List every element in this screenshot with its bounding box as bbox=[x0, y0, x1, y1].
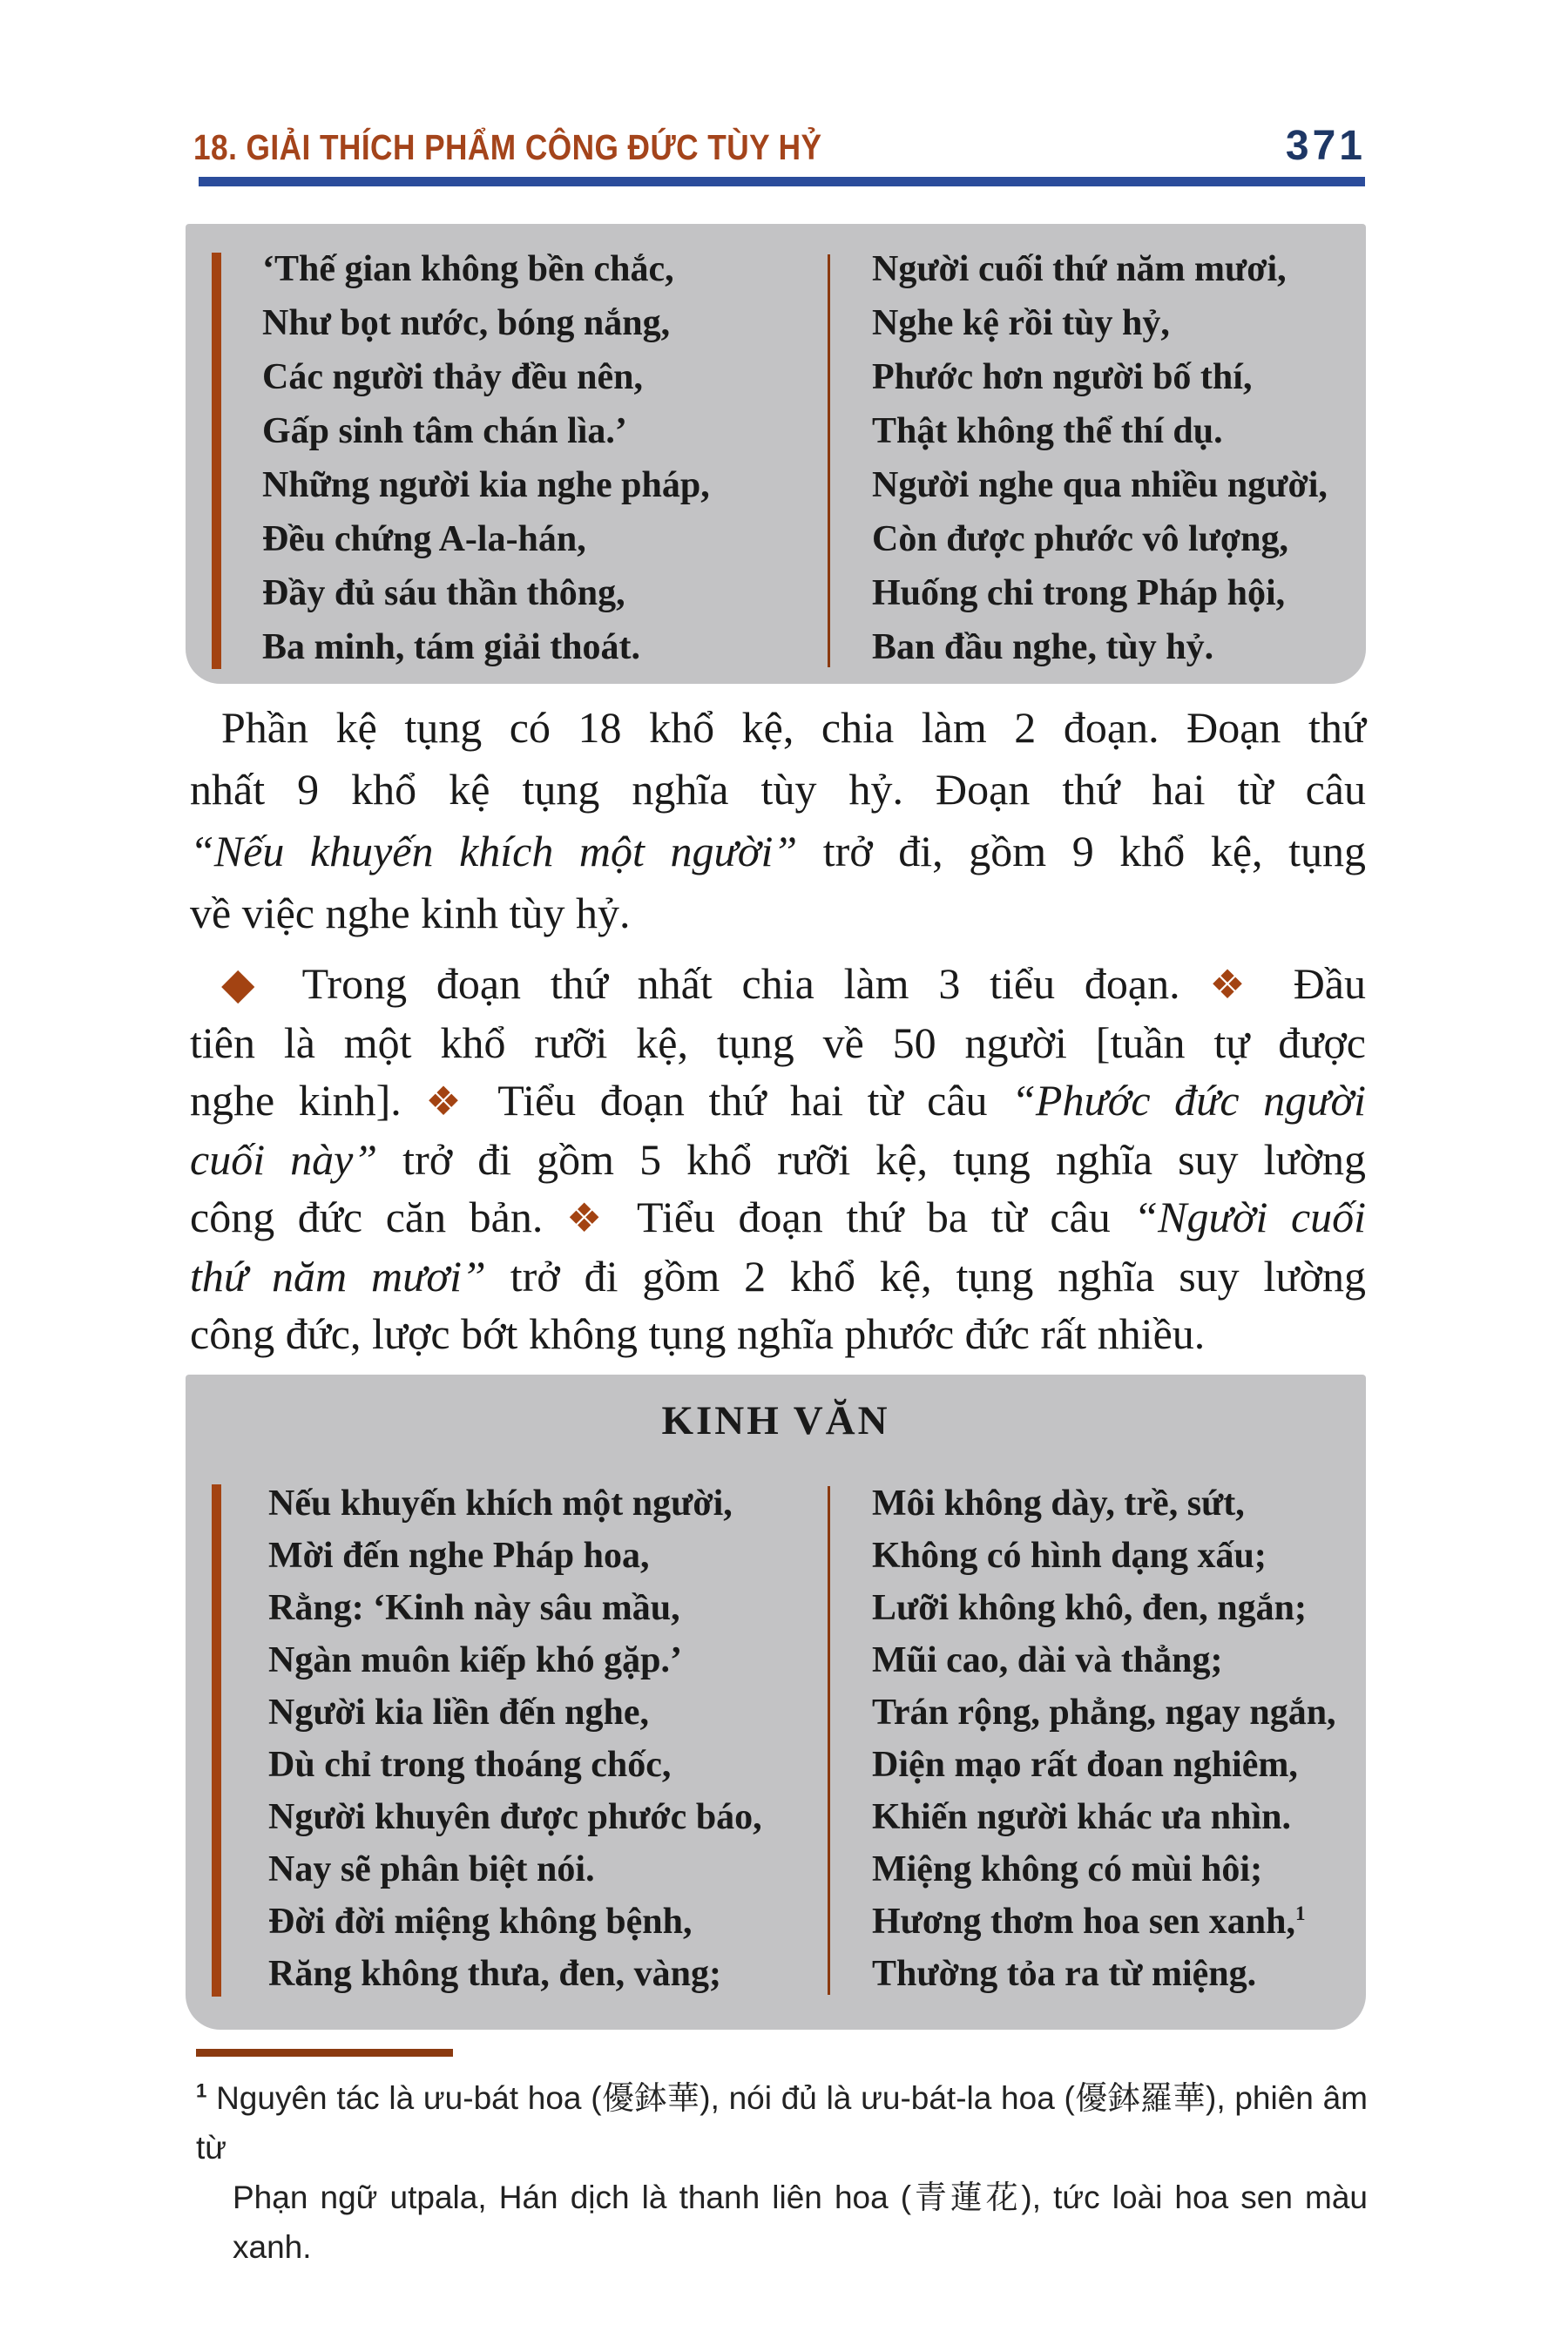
text-line bbox=[190, 955, 1366, 1014]
text-line bbox=[196, 2173, 1368, 2272]
chapter-title: 18. GIẢI THÍCH PHẨM CÔNG ĐỨC TÙY HỶ bbox=[193, 127, 822, 167]
text-segment: về việc nghe kinh tùy hỷ. bbox=[190, 889, 631, 937]
four-diamond-icon: ❖ bbox=[566, 1196, 615, 1240]
text-segment: Đầu bbox=[1263, 959, 1366, 1008]
verse-line: Người khuyên được phước báo, bbox=[268, 1797, 762, 1837]
text-segment: công đức căn bản. bbox=[190, 1193, 566, 1241]
verse-column-left bbox=[268, 1477, 762, 2000]
footnote bbox=[196, 2073, 1368, 2272]
italic-text: thứ năm mươi” bbox=[190, 1252, 486, 1301]
italic-text: “Phước đức người bbox=[1011, 1076, 1367, 1125]
verse-line: Ngàn muôn kiếp khó gặp.’ bbox=[268, 1640, 682, 1680]
verse-line: Mũi cao, dài và thẳng; bbox=[872, 1640, 1223, 1680]
text-segment: Trong đoạn thứ nhất chia làm 3 tiểu đoạn. bbox=[273, 959, 1210, 1008]
verse-line: Ba minh, tám giải thoát. bbox=[262, 627, 641, 667]
verse-line: Các người thảy đều nên, bbox=[262, 357, 644, 397]
text-segment: nhất 9 khổ kệ tụng nghĩa tùy hỷ. Đoạn thứ hai từ câu bbox=[190, 765, 1366, 814]
text-line bbox=[190, 1014, 1366, 1071]
verse-line: Thường tỏa ra từ miệng. bbox=[872, 1954, 1257, 1994]
footnote-marker: 1 bbox=[196, 2079, 207, 2102]
text-segment: tiên là một khổ rưỡi kệ, tụng về 50 người [tuần tự được bbox=[190, 1018, 1366, 1067]
verse-line: Đời đời miệng không bệnh, bbox=[268, 1902, 693, 1942]
verse-line: Thật không thể thí dụ. bbox=[872, 411, 1223, 451]
text-segment: Tiểu đoạn thứ ba từ câu bbox=[614, 1193, 1134, 1241]
header-rule bbox=[199, 177, 1365, 186]
verse-line: Còn được phước vô lượng, bbox=[872, 519, 1288, 559]
text-line bbox=[190, 759, 1366, 821]
text-line bbox=[190, 882, 1366, 944]
text-line bbox=[190, 1071, 1366, 1131]
text-segment: nghe kinh]. bbox=[190, 1076, 426, 1125]
verse-line: Những người kia nghe pháp, bbox=[262, 465, 710, 505]
text-line bbox=[190, 1131, 1366, 1188]
verse-line: Khiến người khác ưa nhìn. bbox=[872, 1797, 1291, 1837]
text-segment: Tiểu đoạn thứ hai từ câu bbox=[474, 1076, 1012, 1125]
diamond-icon: ◆ bbox=[221, 959, 274, 1008]
text-line bbox=[190, 1247, 1366, 1305]
four-diamond-icon: ❖ bbox=[1209, 963, 1264, 1007]
verse-line: Nếu khuyến khích một người, bbox=[268, 1484, 733, 1524]
italic-text: “Người cuối bbox=[1133, 1193, 1367, 1241]
verse-line: Người nghe qua nhiều người, bbox=[872, 465, 1328, 505]
kinh-van-title: KINH VĂN bbox=[661, 1398, 890, 1443]
verse-line: Như bọt nước, bóng nắng, bbox=[262, 303, 671, 343]
verse-column-right bbox=[872, 242, 1328, 674]
verse-line: ‘Thế gian không bền chắc, bbox=[262, 249, 674, 289]
verse-line: Dù chỉ trong thoáng chốc, bbox=[268, 1745, 672, 1785]
verse-column-divider bbox=[828, 254, 830, 667]
verse-line: Người kia liền đến nghe, bbox=[268, 1693, 650, 1733]
verse-line: Rằng: ‘Kinh này sâu mầu, bbox=[268, 1588, 680, 1628]
verse-line: Hương thơm hoa sen xanh,$^1$ bbox=[872, 1902, 1306, 1942]
paragraph-commentary-1 bbox=[190, 697, 1366, 944]
verse-line: Người cuối thứ năm mươi, bbox=[872, 249, 1287, 289]
kinh-van-box bbox=[186, 1375, 1366, 2030]
verse-line: Không có hình dạng xấu; bbox=[872, 1536, 1267, 1576]
verse-accent-bar bbox=[212, 253, 221, 669]
text-segment: Phần kệ tụng có 18 khổ kệ, chia làm 2 đoạn. Đoạn thứ bbox=[221, 703, 1366, 752]
verse-accent-bar bbox=[212, 1484, 221, 1997]
verse-line: Môi không dày, trề, sứt, bbox=[872, 1484, 1245, 1524]
text-segment: Phạn ngữ utpala, Hán dịch là thanh liên hoa (青蓮花), tức loài hoa sen màu xanh. bbox=[233, 2180, 1368, 2265]
text-segment: trở đi gồm 5 khổ rưỡi kệ, tụng nghĩa suy lường bbox=[377, 1135, 1367, 1184]
italic-text: cuối này” bbox=[190, 1135, 378, 1184]
verse-line: Đầy đủ sáu thần thông, bbox=[262, 573, 625, 613]
verse-line: Răng không thưa, đen, vàng; bbox=[268, 1954, 722, 1994]
verse-column-divider bbox=[828, 1486, 830, 1995]
verse-line: Ban đầu nghe, tùy hỷ. bbox=[872, 627, 1214, 667]
verse-line: Nghe kệ rồi tùy hỷ, bbox=[872, 303, 1170, 343]
verse-line: Diện mạo rất đoan nghiêm, bbox=[872, 1745, 1298, 1785]
verse-column-right bbox=[872, 1477, 1336, 2000]
text-line bbox=[196, 2073, 1368, 2173]
text-line bbox=[190, 1188, 1366, 1247]
paragraph-commentary-2 bbox=[190, 955, 1366, 1362]
footnote-ref: 1 bbox=[1295, 1902, 1306, 1924]
verse-line: Gấp sinh tâm chán lìa.’ bbox=[262, 411, 627, 451]
verse-line: Huống chi trong Pháp hội, bbox=[872, 573, 1286, 613]
verse-line: Miệng không có mùi hôi; bbox=[872, 1849, 1263, 1889]
footnote-rule bbox=[196, 2049, 453, 2057]
verse-column-left bbox=[262, 242, 710, 674]
verse-line: Đều chứng A-la-hán, bbox=[262, 519, 586, 559]
text-segment: công đức, lược bớt không tụng nghĩa phước đức rất nhiều. bbox=[190, 1309, 1206, 1358]
verse-line: Mời đến nghe Pháp hoa, bbox=[268, 1536, 650, 1576]
verse-line: Trán rộng, phẳng, ngay ngắn, bbox=[872, 1693, 1336, 1733]
page-number: 371 bbox=[1285, 123, 1366, 169]
text-segment: trở đi gồm 2 khổ kệ, tụng nghĩa suy lường bbox=[485, 1252, 1366, 1301]
verse-line: Phước hơn người bố thí, bbox=[872, 357, 1253, 397]
verse-line: Lưỡi không khô, đen, ngắn; bbox=[872, 1588, 1307, 1628]
text-segment: Nguyên tác là ưu-bát hoa (優鉢華), nói đủ là ưu-bát-la hoa (優鉢羅華), phiên âm từ bbox=[196, 2080, 1368, 2166]
text-line bbox=[190, 697, 1366, 759]
text-line bbox=[190, 821, 1366, 882]
text-segment: trở đi, gồm 9 khổ kệ, tụng bbox=[797, 827, 1367, 875]
verse-line: Nay sẽ phân biệt nói. bbox=[268, 1849, 595, 1889]
four-diamond-icon: ❖ bbox=[425, 1079, 475, 1124]
verse-box bbox=[186, 224, 1366, 684]
text-line bbox=[190, 1305, 1366, 1362]
italic-text: “Nếu khuyến khích một người” bbox=[190, 827, 798, 875]
